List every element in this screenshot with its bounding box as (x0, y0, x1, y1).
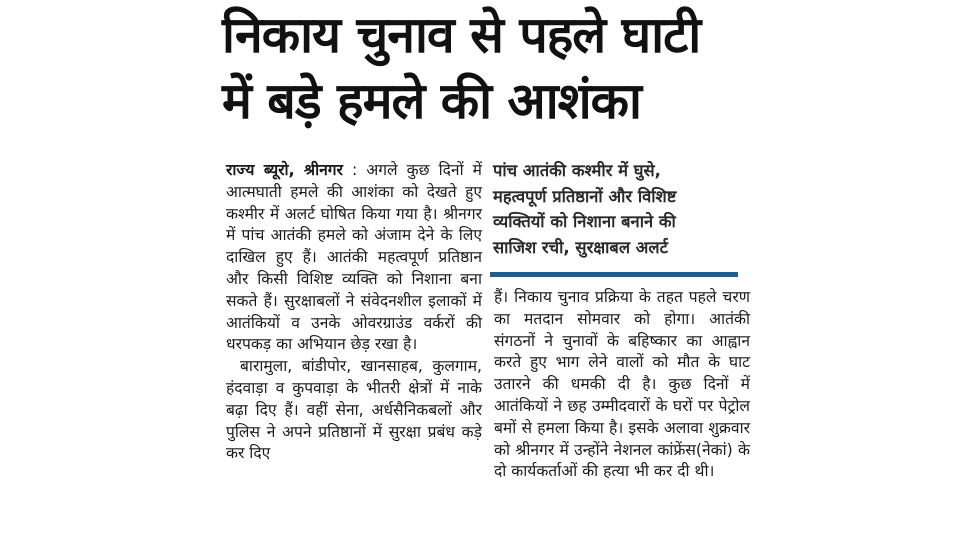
article-column-left (226, 160, 482, 465)
headline-line-2: में बड़े हमले की आशंका (222, 72, 641, 130)
lead-text: अगले कुछ दिनों में आत्मघाती हमले की आशंका को देखते हुए कश्मीर में अलर्ट घोषित किया गया है। श्रीनगर में पांच आतंकी हमले को अंजाम देने के लिए दाखिल हुए हैं। आतंकी महत्वपूर्ण प्रतिष्ठान और किसी विशिष्ट व्यक्ति को निशाना बना सकते हैं। सुरक्षाबलों ने संवेदनशील इलाकों में आतंकियों व उनके ओवरग्राउंड वर्करों की धरपकड़ का अभियान छेड़ रखा है। (226, 161, 482, 354)
subheadline-line-4: साजिश रची, सुरक्षाबल अलर्ट (493, 237, 668, 257)
article-column-right (494, 287, 750, 483)
continuation-paragraph: हैं। निकाय चुनाव प्रक्रिया के तहत पहले चरण का मतदान सोमवार को होगा। आतंकी संगठनों ने चुनावों के बहिष्कार का आह्वान करते हुए भाग लेने वालों को मौत के घाट उतारने की धमकी दी है। कुछ दिनों में आतंकियों ने छह उम्मीदवारों के घरों पर पेट्रोल बमों से हमला किया है। इसके अलावा शुक्रवार को श्रीनगर में उन्होंने नेशनल कांफ्रेंस(नेकां) के दो कार्यकर्ताओं की हत्या भी कर दी थी। (494, 288, 750, 481)
subheadline-line-3: व्यक्तियों को निशाना बनाने की (493, 212, 676, 231)
paragraph-2: बारामुला, बांडीपोर, खानसाहब, कुलगाम, हंदवाड़ा व कुपवाड़ा के भीतरी क्षेत्रों में नाके बढ़ा दिए हैं। वहीं सेना, अर्धसैनिकबलों और पुलिस ने अपने प्रतिष्ठानों में सुरक्षा प्रबंध कड़े कर दिए (226, 357, 482, 463)
subheadline-line-1: पांच आतंकी कश्मीर में घुसे, (493, 161, 661, 180)
subheadline (493, 158, 743, 260)
lead-paragraph (226, 160, 482, 356)
byline-separator: : (342, 161, 367, 179)
byline: राज्य ब्यूरो, श्रीनगर (226, 161, 343, 179)
subheadline-line-2: महत्वपूर्ण प्रतिष्ठानों और विशिष्ट (493, 186, 677, 206)
headline (222, 2, 762, 134)
headline-line-1: निकाय चुनाव से पहले घाटी (222, 6, 701, 64)
subheadline-rule (490, 272, 738, 277)
